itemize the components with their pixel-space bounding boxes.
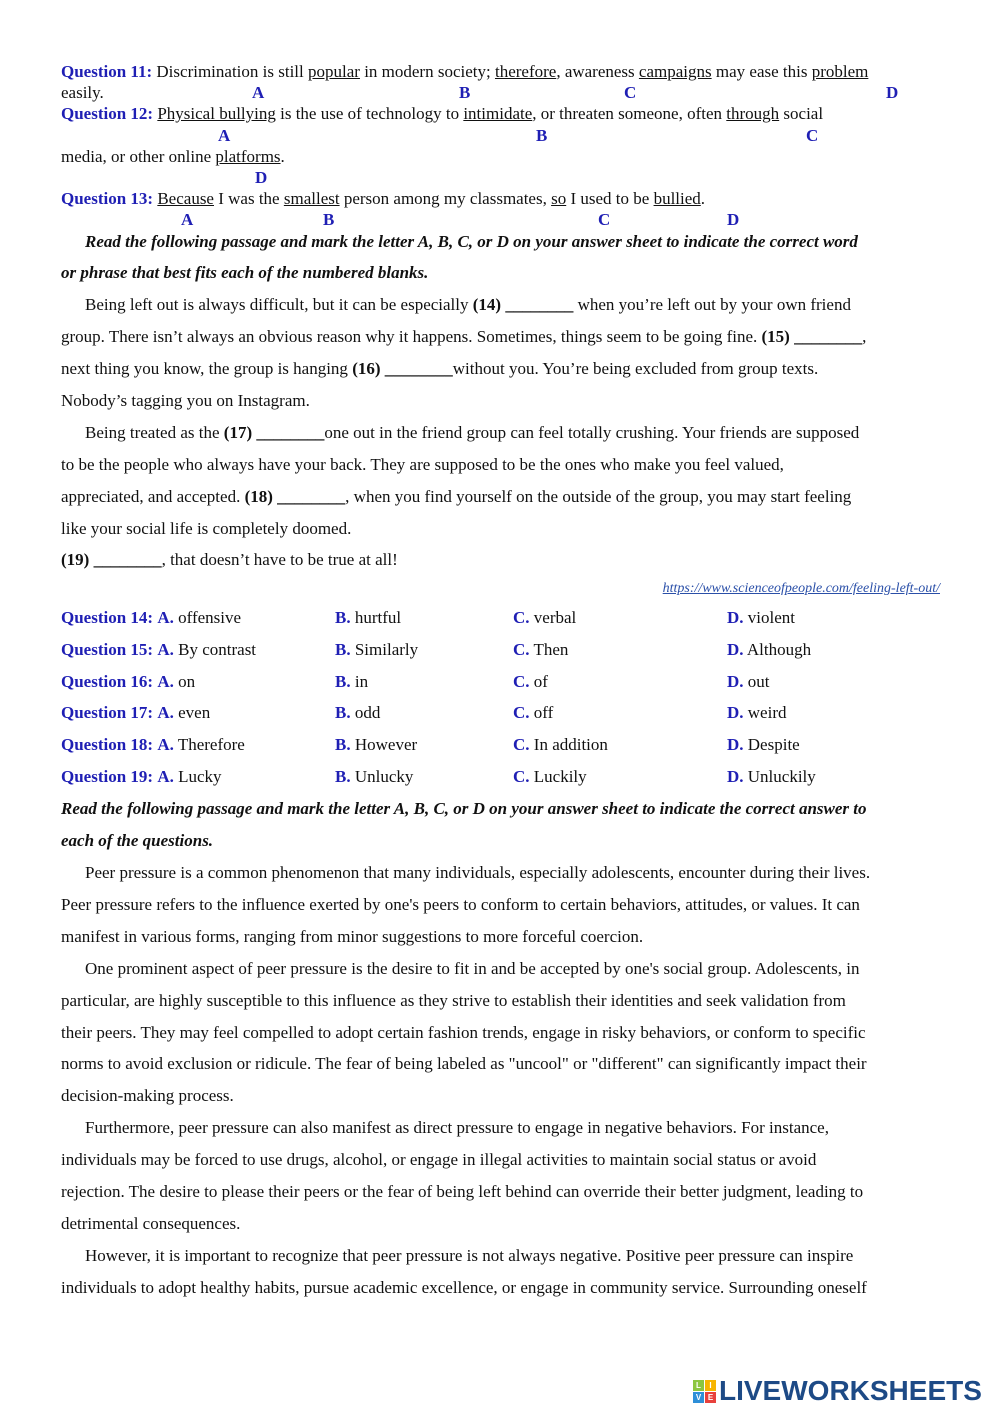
option-letter: A.	[157, 639, 174, 659]
text: Discrimination is still	[156, 62, 308, 81]
option-text: In addition	[533, 735, 608, 755]
text: social	[779, 104, 824, 123]
option-letter: B.	[335, 703, 351, 723]
option-c[interactable]	[513, 672, 548, 692]
option-d[interactable]	[727, 735, 800, 755]
option-text: Therefore	[177, 735, 245, 755]
logo-letter: V	[693, 1392, 704, 1403]
option-text: Despite	[747, 735, 800, 755]
passage-line: to be the people who always have your back. They are supposed to be the ones who make you feel valued,	[61, 455, 784, 474]
option-letter: C.	[513, 703, 530, 723]
option-letter: A.	[157, 608, 174, 627]
letter-a: A	[218, 126, 231, 145]
passage-line: However, it is important to recognize that peer pressure is not always negative. Positive peer pressure can inspire	[85, 1245, 854, 1265]
passage-line: detrimental consequences.	[61, 1213, 241, 1233]
option-c-underlined: so	[551, 189, 567, 208]
text: ,	[862, 327, 867, 346]
question-label: Question 11:	[61, 62, 153, 81]
option-b-underlined: intimidate	[463, 104, 533, 123]
option-letter: D.	[727, 735, 744, 755]
blank-18: (18) ________	[244, 487, 346, 506]
text: .	[280, 147, 285, 166]
text: may ease this	[711, 62, 812, 81]
source-link[interactable]: https://www.scienceofpeople.com/feeling-left-out/	[662, 581, 940, 596]
passage-line	[61, 327, 866, 347]
text: , that doesn’t have to be true at all!	[161, 550, 398, 569]
passage-line: Peer pressure is a common phenomenon that many individuals, especially adolescents, encounter during their lives.	[85, 863, 871, 882]
option-text: on	[178, 671, 196, 691]
passage-line: decision-making process.	[61, 1086, 234, 1106]
option-text: Lucky	[178, 767, 222, 786]
option-letter: A.	[157, 767, 174, 786]
option-a[interactable]	[61, 672, 195, 692]
text: is the use of technology to	[275, 104, 464, 123]
option-text: Luckily	[533, 767, 587, 786]
option-text: However	[354, 735, 418, 755]
option-a[interactable]	[61, 767, 222, 787]
text: .	[700, 189, 706, 208]
passage-line: individuals may be forced to use drugs, alcohol, or engage in illegal activities to maintain social status or avoid	[61, 1150, 817, 1170]
text: I used to be	[566, 189, 654, 208]
option-a-underlined: Because	[157, 189, 214, 208]
option-b[interactable]	[335, 608, 401, 628]
text: without you. You’re being excluded from group texts.	[452, 359, 819, 378]
question-label: Question 19:	[61, 767, 154, 786]
question-label: Question 18:	[61, 735, 154, 755]
text: one out in the friend group can feel totally crushing. Your friends are supposed	[324, 423, 860, 442]
option-letter: C.	[513, 735, 530, 755]
letter-b: B	[323, 210, 335, 229]
logo-text: LIVEWORKSHEETS	[719, 1375, 982, 1406]
question-12-continued	[61, 147, 285, 167]
option-text: out	[747, 671, 770, 691]
option-c[interactable]	[513, 640, 568, 660]
option-text: odd	[354, 703, 381, 723]
option-b[interactable]	[335, 640, 418, 660]
letter-c: C	[806, 126, 819, 145]
option-b[interactable]	[335, 735, 417, 755]
passage-line: manifest in various forms, ranging from minor suggestions to more forceful coercion.	[61, 926, 644, 946]
option-letter: B.	[335, 608, 351, 627]
text: media, or other online	[61, 147, 216, 166]
option-letter: B.	[335, 735, 351, 755]
blank-19: (19) ________	[61, 550, 162, 569]
question-11	[61, 62, 868, 82]
option-c[interactable]	[513, 703, 553, 723]
option-text: Then	[533, 639, 569, 659]
letter-d: D	[727, 210, 740, 229]
blank-16: (16) ________	[352, 359, 453, 378]
blank-14: (14) ________	[472, 295, 574, 314]
text: person among my classmates,	[339, 189, 552, 208]
passage-line: Nobody’s tagging you on Instagram.	[61, 391, 310, 410]
option-a[interactable]	[61, 640, 256, 660]
question-label: Question 14:	[61, 608, 154, 627]
liveworksheets-logo	[693, 1375, 982, 1407]
option-c-underlined: campaigns	[638, 62, 712, 81]
option-c[interactable]	[513, 735, 608, 755]
option-d[interactable]	[727, 608, 795, 628]
option-a[interactable]	[61, 735, 245, 755]
option-text: Unlucky	[354, 767, 414, 786]
letter-a: A	[181, 210, 194, 229]
text: group. There isn’t always an obvious reason why it happens. Sometimes, things seem to be going fine.	[61, 327, 762, 346]
option-text: weird	[747, 703, 787, 723]
passage-line: like your social life is completely doomed.	[61, 519, 352, 538]
option-a-underlined: popular	[308, 62, 360, 81]
question-label: Question 13:	[61, 189, 154, 208]
question-12	[61, 104, 823, 124]
passage-line	[85, 295, 851, 315]
option-b[interactable]	[335, 672, 368, 692]
option-d-underlined: platforms	[215, 147, 281, 166]
option-a[interactable]	[61, 608, 241, 628]
option-c[interactable]	[513, 608, 576, 628]
option-letter: B.	[335, 639, 351, 659]
text: when you’re left out by your own friend	[573, 295, 851, 314]
option-text: offensive	[178, 608, 242, 627]
option-text: hurtful	[354, 608, 402, 627]
option-d[interactable]	[727, 672, 770, 692]
question-13	[61, 189, 705, 209]
instruction: each of the questions.	[61, 831, 214, 850]
option-letter: D.	[727, 767, 744, 786]
option-text: Although	[746, 639, 812, 659]
option-b[interactable]	[335, 703, 380, 723]
option-text: Unluckily	[747, 767, 816, 786]
option-b-underlined: smallest	[283, 189, 340, 208]
logo-letter: I	[705, 1380, 716, 1391]
option-text: in	[354, 671, 369, 691]
logo-letter: E	[705, 1392, 716, 1403]
letter-b: B	[459, 83, 471, 102]
question-label: Question 16:	[61, 671, 154, 691]
passage-line	[61, 487, 851, 507]
option-d-underlined: bullied	[653, 189, 701, 208]
letter-c: C	[624, 83, 637, 102]
passage-line: their peers. They may feel compelled to adopt certain fashion trends, engage in risky behaviors, or conform to specific	[61, 1022, 866, 1042]
option-letter: C.	[513, 639, 530, 659]
passage-line: norms to avoid exclusion or ridicule. The fear of being labeled as "uncool" or "different" can significantly impact their	[61, 1054, 867, 1074]
passage-line: particular, are highly susceptible to this influence as they strive to establish their identities and seek validation from	[61, 990, 846, 1010]
passage-line: individuals to adopt healthy habits, pursue academic excellence, or engage in community service. Surrounding oneself	[61, 1277, 867, 1297]
option-text: Similarly	[354, 639, 419, 659]
option-text: By contrast	[178, 639, 257, 659]
option-letter: D.	[727, 639, 744, 659]
question-label: Question 15:	[61, 639, 154, 659]
text: next thing you know, the group is hanging	[61, 359, 353, 378]
letter-b: B	[536, 126, 548, 145]
option-letter: B.	[335, 671, 351, 691]
option-a-underlined: Physical bullying	[157, 104, 276, 123]
option-b[interactable]	[335, 767, 413, 787]
text: easily.	[61, 83, 104, 102]
text: Being left out is always difficult, but it can be especially	[85, 295, 473, 314]
passage-line: Furthermore, peer pressure can also manifest as direct pressure to engage in negative behaviors. For instance,	[85, 1118, 829, 1138]
option-letter: D.	[727, 608, 744, 627]
letter-d: D	[886, 83, 899, 102]
option-letter: A.	[157, 703, 174, 723]
passage-line: One prominent aspect of peer pressure is the desire to fit in and be accepted by one's social group. Adolescents, in	[85, 958, 860, 978]
passage-line	[85, 423, 859, 443]
option-c[interactable]	[513, 767, 587, 787]
instruction: Read the following passage and mark the letter A, B, C, or D on your answer sheet to indicate the correct answer to	[61, 799, 867, 818]
text: appreciated, and accepted.	[61, 487, 245, 506]
option-text: even	[178, 703, 211, 723]
text: in modern society;	[359, 62, 495, 81]
option-text: verbal	[533, 608, 577, 627]
passage-line: rejection. The desire to please their peers or the fear of being left behind can override their better judgment, leading to	[61, 1182, 864, 1201]
blank-15: (15) ________	[761, 327, 863, 346]
option-c-underlined: through	[726, 104, 780, 123]
passage-line	[61, 550, 398, 570]
option-letter: B.	[335, 767, 351, 786]
text: , when you find yourself on the outside of the group, you may start feeling	[345, 487, 852, 506]
logo-cube-icon	[693, 1380, 716, 1403]
option-letter: C.	[513, 767, 530, 786]
text: I was the	[213, 189, 284, 208]
logo-letter: L	[693, 1380, 704, 1391]
instruction: or phrase that best fits each of the numbered blanks.	[61, 263, 429, 282]
text: , awareness	[556, 62, 639, 81]
blank-17: (17) ________	[223, 423, 325, 442]
option-text: of	[533, 671, 548, 691]
text: , or threaten someone, often	[532, 104, 727, 123]
letter-a: A	[252, 83, 265, 102]
option-letter: A.	[157, 735, 174, 755]
text: Being treated as the	[85, 423, 224, 442]
passage-line	[61, 359, 818, 379]
option-a[interactable]	[61, 703, 210, 723]
option-text: violent	[747, 608, 795, 627]
option-b-underlined: therefore	[494, 62, 557, 81]
option-d-underlined: problem	[811, 62, 869, 81]
option-d[interactable]	[727, 703, 787, 723]
option-letter: C.	[513, 608, 530, 627]
option-letter: C.	[513, 671, 530, 691]
option-letter: A.	[157, 671, 174, 691]
option-d[interactable]	[727, 640, 811, 660]
passage-line: Peer pressure refers to the influence exerted by one's peers to conform to certain behaviors, attitudes, or values. It can	[61, 894, 860, 914]
letter-d: D	[255, 168, 268, 187]
option-letter: D.	[727, 671, 744, 691]
option-d[interactable]	[727, 767, 816, 787]
instruction: Read the following passage and mark the letter A, B, C, or D on your answer sheet to indicate the correct word	[85, 232, 858, 251]
question-label: Question 12:	[61, 104, 154, 123]
question-label: Question 17:	[61, 703, 154, 723]
letter-c: C	[598, 210, 611, 229]
option-letter: D.	[727, 703, 744, 723]
option-text: off	[533, 703, 554, 723]
